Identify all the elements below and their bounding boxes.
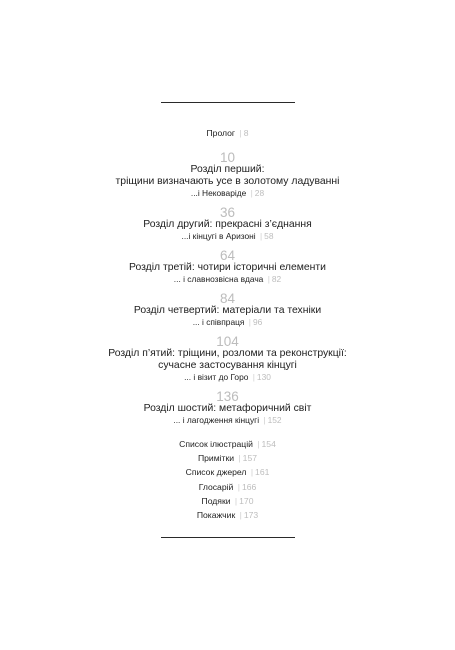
back-matter-page: 161 xyxy=(255,467,270,478)
page-separator: | xyxy=(263,415,266,426)
page-separator: | xyxy=(267,274,270,285)
page-separator: | xyxy=(248,317,251,328)
subtitle-page: 96 xyxy=(252,317,263,328)
back-matter-label: Примітки xyxy=(197,453,235,464)
page-separator: | xyxy=(238,453,241,464)
chapter-5-entry xyxy=(0,335,455,382)
chapter-start-page: 36 xyxy=(219,205,236,220)
prologue-label: Пролог xyxy=(206,128,236,138)
page-separator: | xyxy=(250,188,253,199)
top-divider xyxy=(161,102,295,103)
back-matter-label: Список джерел xyxy=(185,467,247,478)
prologue-entry xyxy=(0,128,455,138)
page-separator: | xyxy=(259,231,263,242)
chapter-title: Розділ перший: xyxy=(190,164,265,175)
back-matter-label: Покажчик xyxy=(196,510,236,521)
subtitle-page: 82 xyxy=(271,274,282,285)
prologue-page: 8 xyxy=(243,128,249,138)
chapter-start-page: 104 xyxy=(216,334,239,349)
back-matter-label: Подяки xyxy=(201,495,231,506)
back-matter-item xyxy=(0,437,455,451)
chapter-1-entry xyxy=(0,151,455,198)
chapter-title: Розділ шостий: метафоричний світ xyxy=(143,403,312,414)
back-matter-label: Список ілюстрацій xyxy=(179,439,253,449)
back-matter-item xyxy=(0,451,455,465)
chapter-4-entry xyxy=(0,292,455,327)
chapter-title: Розділ четвертий: матеріали та техніки xyxy=(133,305,322,316)
chapter-subtitle: ...і Нековаріде xyxy=(190,188,247,199)
page-separator: | xyxy=(237,481,240,492)
chapter-title: Розділ п’ятий: тріщини, розломи та реконструкції: xyxy=(108,348,347,359)
back-matter-list xyxy=(0,437,455,522)
chapter-title-line-2: сучасне застосування кінцугі xyxy=(158,360,297,372)
chapter-subtitle: ... і лагодження кінцугі xyxy=(173,415,260,426)
page-separator: | xyxy=(234,495,238,506)
chapter-subtitle: ... і співпраця xyxy=(192,317,245,328)
page-separator: | xyxy=(257,439,260,449)
back-matter-label: Глосарій xyxy=(198,481,234,492)
back-matter-page: 157 xyxy=(242,453,258,464)
chapter-start-page: 10 xyxy=(219,150,236,165)
back-matter-page: 173 xyxy=(243,510,259,521)
chapter-subtitle: ...і кінцугі в Аризоні xyxy=(181,231,256,242)
chapter-start-page: 84 xyxy=(219,291,236,306)
page-separator: | xyxy=(239,510,242,521)
chapter-6-entry xyxy=(0,390,455,425)
subtitle-page: 28 xyxy=(254,188,265,199)
subtitle-page: 130 xyxy=(256,372,271,383)
back-matter-item xyxy=(0,508,455,522)
bottom-divider xyxy=(161,537,295,538)
back-matter-item xyxy=(0,494,455,508)
back-matter-page: 170 xyxy=(239,495,254,506)
back-matter-page: 154 xyxy=(261,439,276,449)
subtitle-page: 152 xyxy=(267,415,282,426)
chapter-subtitle: ... і візит до Горо xyxy=(184,372,249,383)
chapter-title: Розділ третій: чотири історичні елементи xyxy=(129,262,326,273)
back-matter-item xyxy=(0,465,455,479)
chapter-3-entry xyxy=(0,249,455,284)
page-separator: | xyxy=(252,372,255,383)
chapter-start-page: 64 xyxy=(219,248,236,263)
chapter-title-line-2: тріщини визначають усе в золотому ладуванні xyxy=(115,176,340,188)
back-matter-page: 166 xyxy=(241,481,257,492)
back-matter-item xyxy=(0,480,455,494)
page-separator: | xyxy=(239,128,242,138)
chapter-title: Розділ другий: прекрасні з’єднання xyxy=(143,219,312,230)
subtitle-page: 58 xyxy=(264,231,274,242)
page-separator: | xyxy=(250,467,254,478)
chapter-start-page: 136 xyxy=(216,389,239,404)
chapter-subtitle: ... і славнозвісна вдача xyxy=(173,274,264,285)
chapter-2-entry xyxy=(0,206,455,241)
